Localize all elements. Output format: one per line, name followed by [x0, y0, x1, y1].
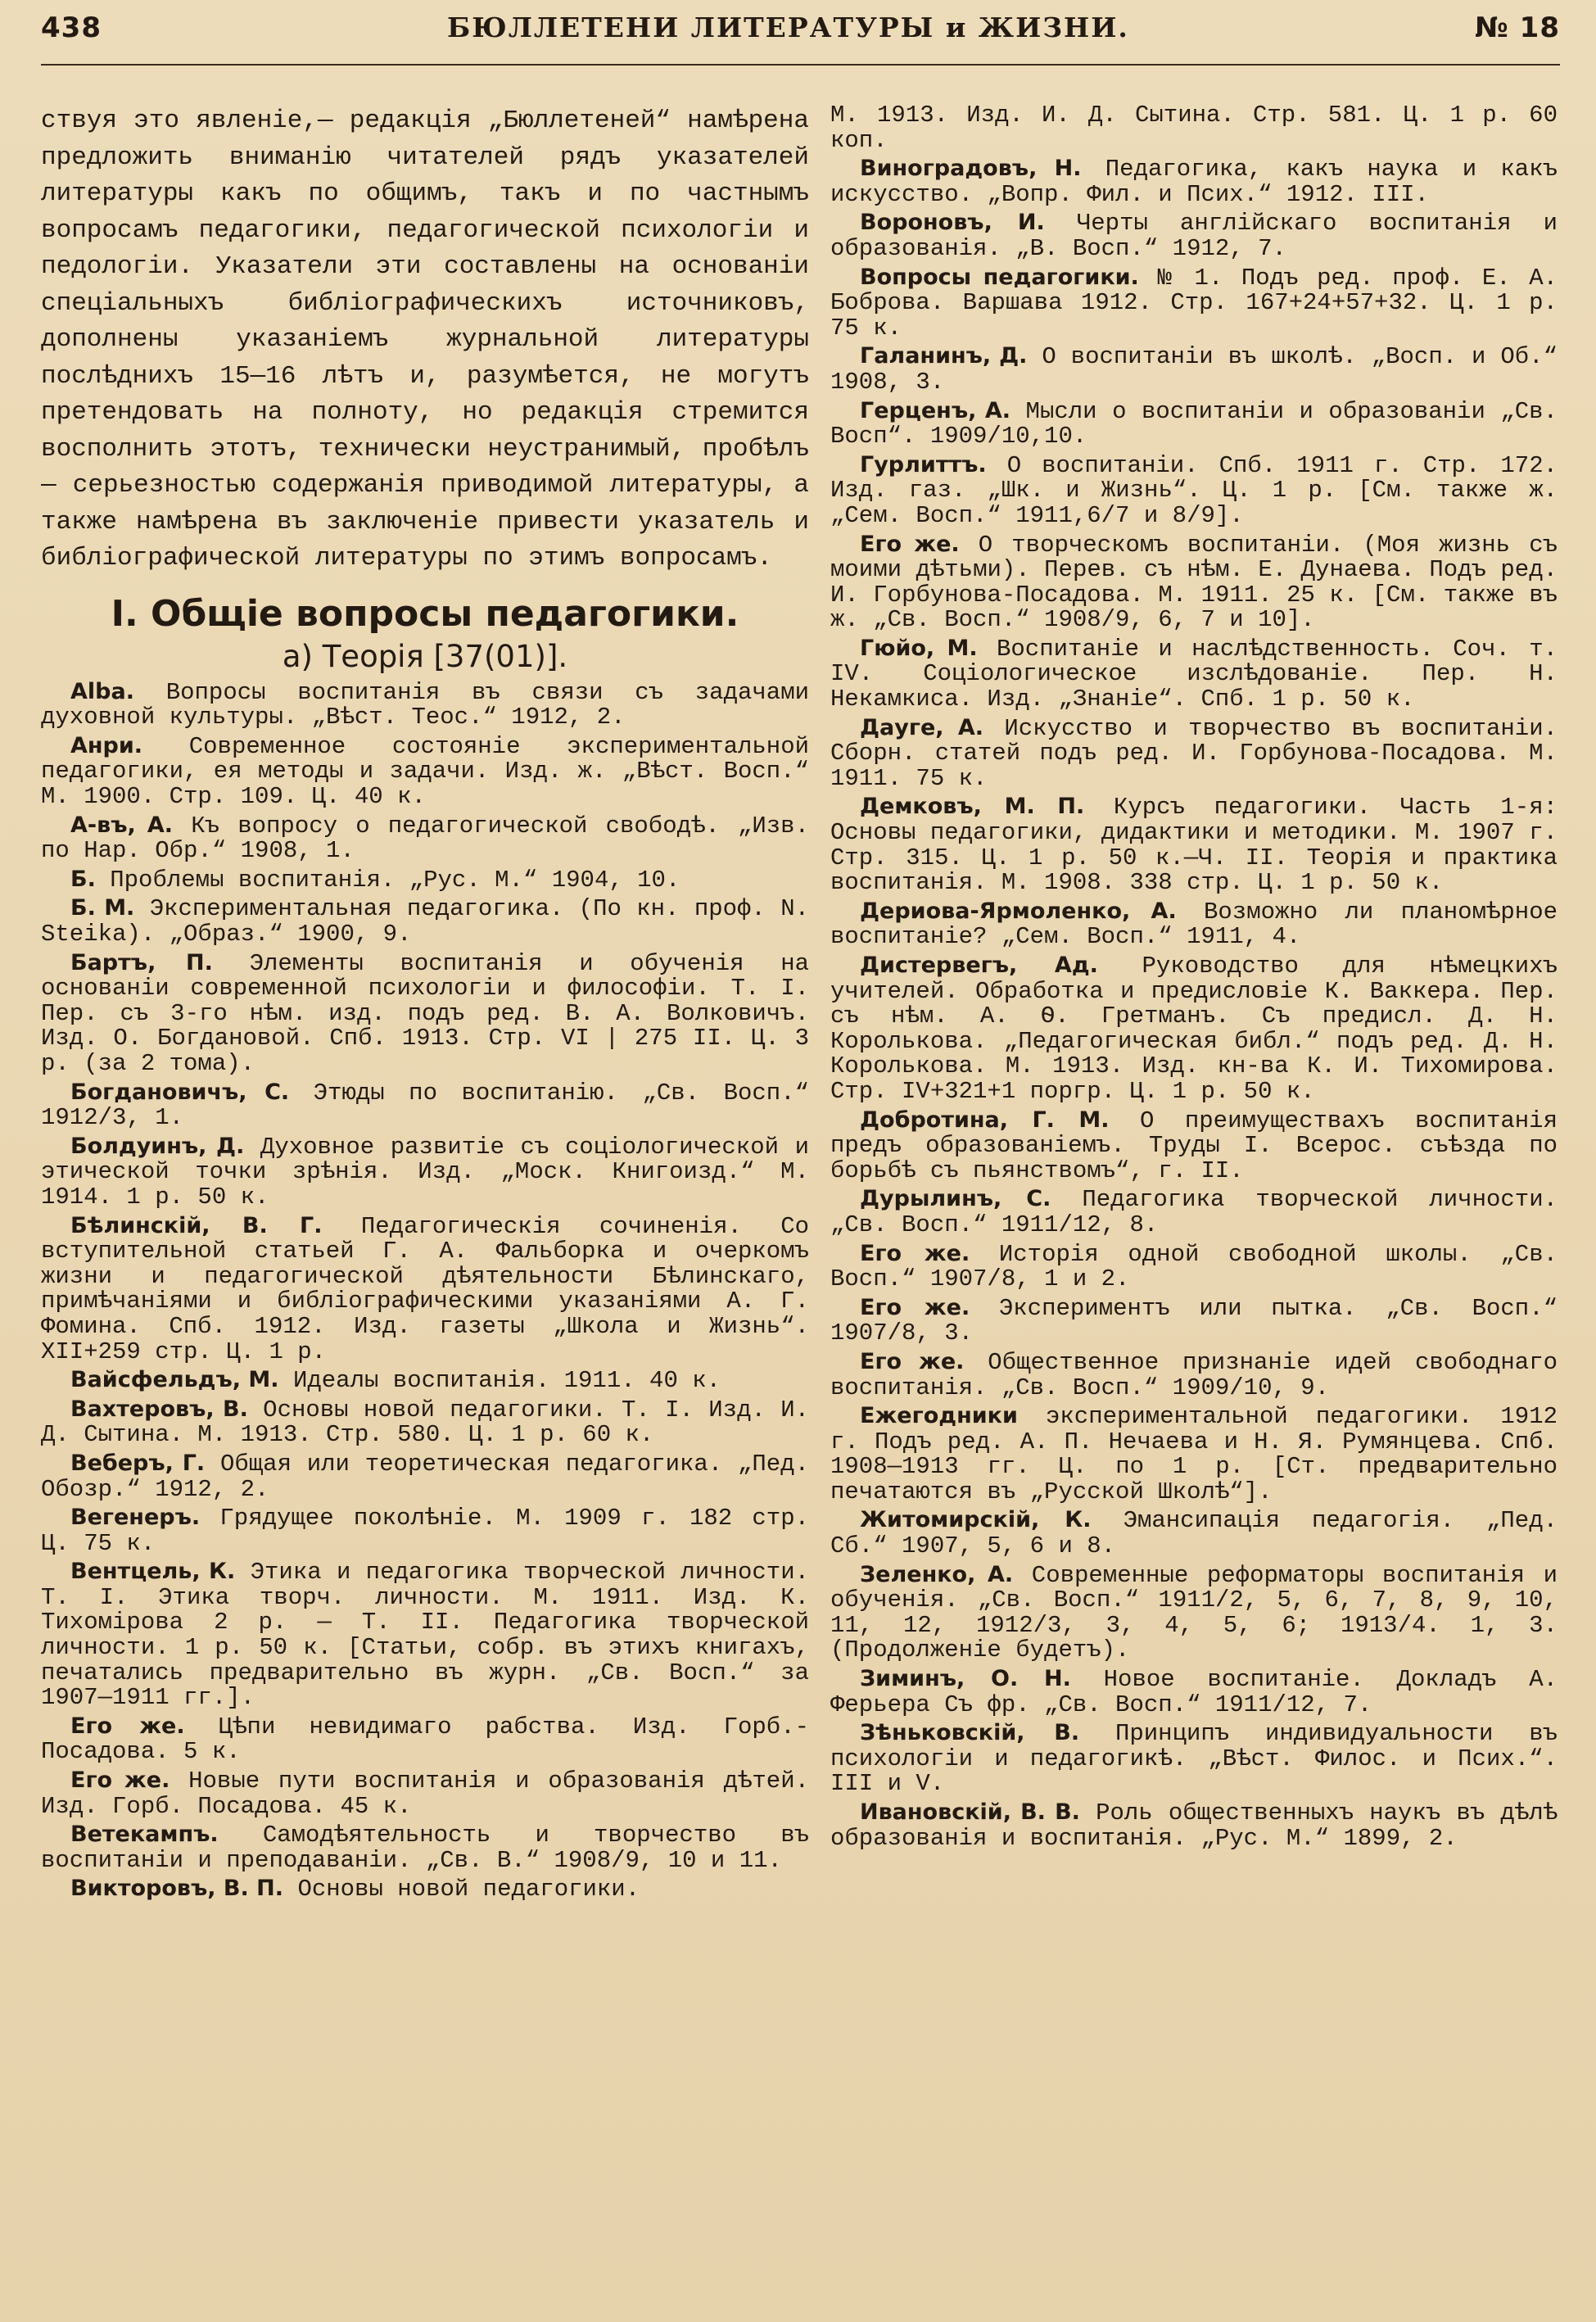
bibliography-entry: [41, 1559, 809, 1711]
entry-text: Общественное признаніе идей свободнаго воспитанія. „Св. Восп.“ 1909/10, 9.: [830, 1348, 1558, 1401]
entry-text: Руководство для нѣмецкихъ учителей. Обработка и предисловіе К. Ваккера. Пер. съ нѣм. А. Ѳ. Гретманъ. Съ предисл. Д. Н. Королькова. „Педагогическая библ.“ подъ ред. Д. Н. Королькова. М. 1913. Изд. кн-ва К. И. Тихомирова. Стр. IV+321+1 поргр. Ц. 1 р. 50 к.: [830, 953, 1558, 1105]
bibliography-entry: [41, 951, 809, 1077]
entry-author: Вороновъ, И.: [860, 210, 1045, 236]
bibliography-entry: [830, 1350, 1558, 1401]
entry-text: Грядущее поколѣніе. М. 1909 г. 182 стр. Ц. 75 к.: [41, 1505, 809, 1557]
bibliography-entry: [41, 813, 809, 864]
bibliography-entry: [41, 1714, 809, 1765]
bibliography-entry: [830, 1108, 1558, 1184]
entry-author: Веберъ, Г.: [70, 1450, 206, 1476]
entry-author: Его же.: [860, 1294, 970, 1320]
entry-text: Принципъ индивидуальности въ психологіи и педагогикѣ. „Вѣст. Филос. и Псих.“. III и V.: [830, 1720, 1558, 1798]
left-column: [41, 103, 809, 1906]
bibliography-entry: [830, 716, 1558, 792]
entry-author: Зѣньковскій, В.: [860, 1720, 1080, 1746]
bibliography-entry: [830, 399, 1558, 450]
bibliography-entry: [830, 1563, 1558, 1663]
entry-text: экспериментальной педагогики. 1912 г. Подъ ред. А. П. Нечаева и Н. Я. Румянцева. Спб. 1908—1913 гг. Ц. по 1 р. [Ст. предварительно печатаются въ „Русской Школѣ“].: [830, 1403, 1558, 1505]
entry-author: Галанинъ, Д.: [860, 343, 1028, 369]
entry-author: Дериова-Ярмоленко, А.: [860, 898, 1177, 924]
entry-author: Бѣлинскій, В. Г.: [70, 1212, 323, 1238]
entry-author: Ветекампъ.: [70, 1822, 219, 1848]
entry-text: Новые пути воспитанія и образованія дѣтей. Изд. Горб. Посадова. 45 к.: [41, 1768, 809, 1820]
entry-text: Педагогика, какъ наука и какъ искусство. „Вопр. Фил. и Псих.“ 1912. III.: [830, 156, 1558, 208]
entry-text: Роль общественныхъ наукъ въ дѣлѣ образованія и воспитанія. „Рус. М.“ 1899, 2.: [830, 1799, 1558, 1852]
bibliography-entry: [830, 1187, 1558, 1238]
entry-text: О преимуществахъ воспитанія предъ образованіемъ. Труды I. Всерос. съѣзда по борьбѣ съ пьянствомъ“, г. II.: [830, 1107, 1558, 1184]
bibliography-entry: [41, 1451, 809, 1502]
bibliography-entry: [830, 532, 1558, 633]
entry-text: Экспериментальная педагогика. (По кн. проф. N. Steika). „Образ.“ 1900, 9.: [41, 895, 809, 948]
entry-text: Цѣпи невидимаго рабства. Изд. Горб.-Посадова. 5 к.: [41, 1713, 809, 1766]
entry-text: Воспитаніе и наслѣдственность. Соч. т. IV. Соціологическое изслѣдованіе. Пер. Н. Некамкиса. Изд. „Знаніе“. Спб. 1 р. 50 к.: [830, 635, 1558, 713]
entry-author: Житомирскій, К.: [860, 1507, 1092, 1533]
bibliography-entry: [830, 1508, 1558, 1559]
entry-author: Зиминъ, О. Н.: [860, 1666, 1071, 1692]
bibliography-entry: [41, 734, 809, 810]
entry-author: Гурлиттъ.: [860, 451, 987, 478]
entry-author: Демковъ, М. П.: [860, 794, 1085, 820]
bibliography-entry: [830, 156, 1558, 207]
section-title: I. Общіе вопросы педагогики.: [111, 592, 739, 635]
entry-text: Вопросы воспитанія въ связи съ задачами духовной культуры. „Вѣст. Теос.“ 1912, 2.: [41, 678, 809, 731]
bibliography-entry: [830, 899, 1558, 950]
entry-text: Эмансипація педагогія. „Пед. Сб.“ 1907, 5, 6 и 8.: [830, 1507, 1558, 1560]
issue-number: № 18: [1474, 11, 1560, 44]
entry-author: Вопросы педагогики.: [860, 264, 1139, 290]
entry-author: Его же.: [860, 1348, 965, 1374]
entry-text: Педагогика творческой личности. „Св. Восп.“ 1911/12, 8.: [830, 1186, 1558, 1238]
entry-author: Дистервегъ, Ад.: [860, 953, 1098, 978]
entry-author: Его же.: [860, 1240, 970, 1266]
entry-text: Современное состояніе экспериментальной педагогики, ея методы и задачи. Изд. ж. „Вѣст. Восп.“ М. 1900. Стр. 109. Ц. 40 к.: [41, 732, 809, 811]
entry-author: Анри.: [70, 732, 143, 758]
bibliography-entry: [41, 1768, 809, 1819]
bibliography-entry: [41, 680, 809, 731]
bibliography-entry: [41, 1397, 809, 1448]
entry-text: М. 1913. Изд. И. Д. Сытина. Стр. 581. Ц. 1 р. 60 коп.: [830, 103, 1558, 154]
bibliography-entry: [830, 210, 1558, 261]
entry-author: Ивановскій, В. В.: [860, 1799, 1080, 1825]
entry-text: Искусство и творчество въ воспитаніи. Сборн. статей подъ ред. И. Горбунова-Посадова. М. 1911. 75 к.: [830, 714, 1558, 792]
entry-text: Духовное развитіе съ соціологической и этической точки зрѣнія. Изд. „Моск. Книгоизд.“ М. 1914. 1 р. 50 к.: [41, 1133, 809, 1211]
entry-author: Alba.: [70, 678, 134, 704]
entry-author: Его же.: [860, 531, 960, 557]
page-header: [41, 11, 1560, 66]
bibliography-entry: [830, 953, 1558, 1105]
bibliography-entry: [830, 636, 1558, 713]
entry-author: Гюйо, М.: [860, 635, 978, 661]
intro-paragraph: ствуя это явленіе,— редакція „Бюллетеней“ намѣрена предложить вниманію читателей рядъ указателей литературы какъ по общимъ, такъ и по частнымъ вопросамъ педагогики, педагогической психологіи и педологіи. Указатели эти составлены на основаніи спеціальныхъ библіографическихъ источниковъ, дополнены указаніемъ журнальной литературы послѣднихъ 15—16 лѣтъ и, разумѣется, не могутъ претендовать на полноту, но редакція стремится восполнить этотъ, технически неустранимый, пробѣлъ — серьезностью содержанія приводимой литературы, а также намѣрена въ заключеніе привести указатель и библіографической литературы по этимъ вопросамъ.: [41, 106, 809, 573]
entry-text: Экспериментъ или пытка. „Св. Восп.“ 1907/8, 3.: [830, 1294, 1558, 1347]
entry-text: Къ вопросу о педагогической свободѣ. „Изв. по Нар. Обр.“ 1908, 1.: [41, 812, 809, 865]
entry-author: Его же.: [70, 1768, 170, 1794]
entry-author: Богдановичъ, С.: [70, 1079, 290, 1105]
entry-text: Элементы воспитанія и обученія на основаніи современной психологіи и философіи. Т. I. Пер. съ 3-го нѣм. изд. подъ ред. В. А. Волковичъ. Изд. О. Богдановой. Спб. 1913. Стр. VI | 275 II. Ц. 3 р. (за 2 тома).: [41, 949, 809, 1077]
page-number: 438: [41, 11, 102, 44]
bibliography-entry: [41, 1368, 809, 1394]
subsection-title: а) Теорія [37(01)].: [282, 639, 568, 675]
entry-author: А-въ, А.: [70, 812, 174, 838]
entry-text: Мысли о воспитаніи и образованіи „Св. Восп“. 1909/10,10.: [830, 397, 1558, 450]
bibliography-entry: [41, 1214, 809, 1365]
right-column: [830, 103, 1558, 1906]
entry-text: Черты англійскаго воспитанія и образованія. „В. Восп.“ 1912, 7.: [830, 210, 1558, 262]
text-columns: [41, 103, 1560, 1906]
entry-text: Проблемы воспитанія. „Рус. М.“ 1904, 10.: [110, 866, 680, 894]
bibliography-entry: [41, 1080, 809, 1131]
bibliography-entry: [830, 103, 1558, 153]
journal-title: БЮЛЛЕТЕНИ ЛИТЕРАТУРЫ и ЖИЗНИ.: [447, 11, 1129, 43]
entry-text: № 1. Подъ ред. проф. Е. А. Боброва. Варшава 1912. Стр. 167+24+57+32. Ц. 1 р. 75 к.: [830, 264, 1558, 342]
entry-text: О творческомъ воспитаніи. (Моя жизнь съ моими дѣтьми). Перев. съ нѣм. Е. Дунаева. Подъ ред. И. Горбунова-Посадова. М. 1911. 25 к. [См. также въ ж. „Св. Восп.“ 1908/9, 6, 7 и 10].: [830, 531, 1558, 634]
entry-text: Возможно ли планомѣрное воспитаніе? „Сем. Восп.“ 1911, 4.: [830, 898, 1558, 951]
entry-text: Курсъ педагогики. Часть 1-я: Основы педагогики, дидактики и методики. М. 1907 г. Стр. 315. Ц. 1 р. 50 к.—Ч. II. Теорія и практика воспитанія. М. 1908. 338 стр. Ц. 1 р. 50 к.: [830, 794, 1558, 897]
entry-text: Современные реформаторы воспитанія и обученія. „Св. Восп.“ 1911/2, 5, 6, 7, 8, 9, 10, 11, 12, 1912/3, 3, 4, 5, 6; 1913/4. 1, 3. (Продолженіе будетъ).: [830, 1561, 1558, 1664]
entry-author: Болдуинъ, Д.: [70, 1133, 245, 1159]
entry-text: Этюды по воспитанію. „Св. Восп.“ 1912/3, 1.: [41, 1079, 809, 1132]
entry-text: Исторія одной свободной школы. „Св. Восп.“ 1907/8, 1 и 2.: [830, 1240, 1558, 1293]
entry-text: Основы новой педагогики. Т. I. Изд. И. Д. Сытина. М. 1913. Стр. 580. Ц. 1 р. 60 к.: [41, 1396, 809, 1449]
right-bibliography-list: [830, 103, 1558, 1851]
entry-author: Добротина, Г. М.: [860, 1107, 1110, 1133]
bibliography-entry: [41, 1134, 809, 1211]
entry-author: Вентцель, К.: [70, 1559, 236, 1585]
entry-text: О воспитаніи въ школѣ. „Восп. и Об.“ 1908, 3.: [830, 343, 1558, 396]
entry-text: Самодѣятельность и творчество въ воспитаніи и преподаваніи. „Св. В.“ 1908/9, 10 и 11.: [41, 1822, 809, 1874]
bibliography-entry: [830, 453, 1558, 529]
bibliography-entry: [830, 1404, 1558, 1505]
bibliography-entry: [830, 1296, 1558, 1347]
bibliography-entry: [830, 1721, 1558, 1797]
bibliography-entry: [830, 1242, 1558, 1292]
bibliography-entry: [41, 867, 809, 894]
entry-author: Вайсфельдъ, М.: [70, 1367, 279, 1393]
entry-text: Основы новой педагогики.: [297, 1876, 640, 1903]
entry-author: Герценъ, А.: [860, 397, 1011, 423]
entry-text: Этика и педагогика творческой личности. Т. I. Этика творч. личности. М. 1911. Изд. К. Тихомірова 2 р. — Т. II. Педагогика творческой личности. 1 р. 50 к. [Статьи, собр. въ этихъ книгахъ, печатались предварительно въ журн. „Св. Восп.“ за 1907—1911 гг.].: [41, 1559, 809, 1712]
entry-author: Виноградовъ, Н.: [860, 156, 1082, 182]
bibliography-entry: [41, 1876, 809, 1903]
entry-text: Педагогическія сочиненія. Со вступительной статьей Г. А. Фальборка и очеркомъ жизни и педагогической дѣятельности Бѣлинскаго, примѣчаніями и библіографическими указаніями А. Г. Фомина. Спб. 1912. Изд. газеты „Школа и Жизнь“. XII+259 стр. Ц. 1 р.: [41, 1212, 809, 1365]
bibliography-entry: [830, 1667, 1558, 1718]
bibliography-entry: [41, 1505, 809, 1556]
bibliography-entry: [41, 1822, 809, 1873]
bibliography-entry: [830, 265, 1558, 342]
bibliography-entry: [830, 344, 1558, 395]
entry-author: Его же.: [70, 1713, 185, 1739]
entry-text: О воспитаніи. Спб. 1911 г. Стр. 172. Изд. газ. „Шк. и Жизнь“. Ц. 1 р. [См. также ж. „Сем. Восп.“ 1911,6/7 и 8/9].: [830, 451, 1558, 529]
entry-text: Идеалы воспитанія. 1911. 40 к.: [292, 1367, 721, 1395]
entry-text: Общая или теоретическая педагогика. „Пед. Обозр.“ 1912, 2.: [41, 1450, 809, 1503]
entry-author: Вахтеровъ, В.: [70, 1396, 248, 1422]
entry-author: Вегенеръ.: [70, 1505, 201, 1531]
entry-author: Б.: [70, 866, 96, 892]
entry-author: Зеленко, А.: [860, 1561, 1014, 1587]
entry-text: Новое воспитаніе. Докладъ А. Ферьера Съ фр. „Св. Восп.“ 1911/12, 7.: [830, 1666, 1558, 1718]
bibliography-entry: [830, 1800, 1558, 1851]
entry-author: Дурылинъ, С.: [860, 1186, 1051, 1212]
entry-author: Дауге, А.: [860, 714, 984, 740]
entry-author: Бартъ, П.: [70, 949, 213, 975]
left-bibliography-list: [41, 680, 809, 1903]
entry-author: Ежегодники: [860, 1403, 1018, 1429]
entry-author: Викторовъ, В. П.: [70, 1876, 284, 1902]
bibliography-entry: [41, 896, 809, 947]
bibliography-entry: [830, 794, 1558, 895]
entry-author: Б. М.: [70, 895, 135, 921]
